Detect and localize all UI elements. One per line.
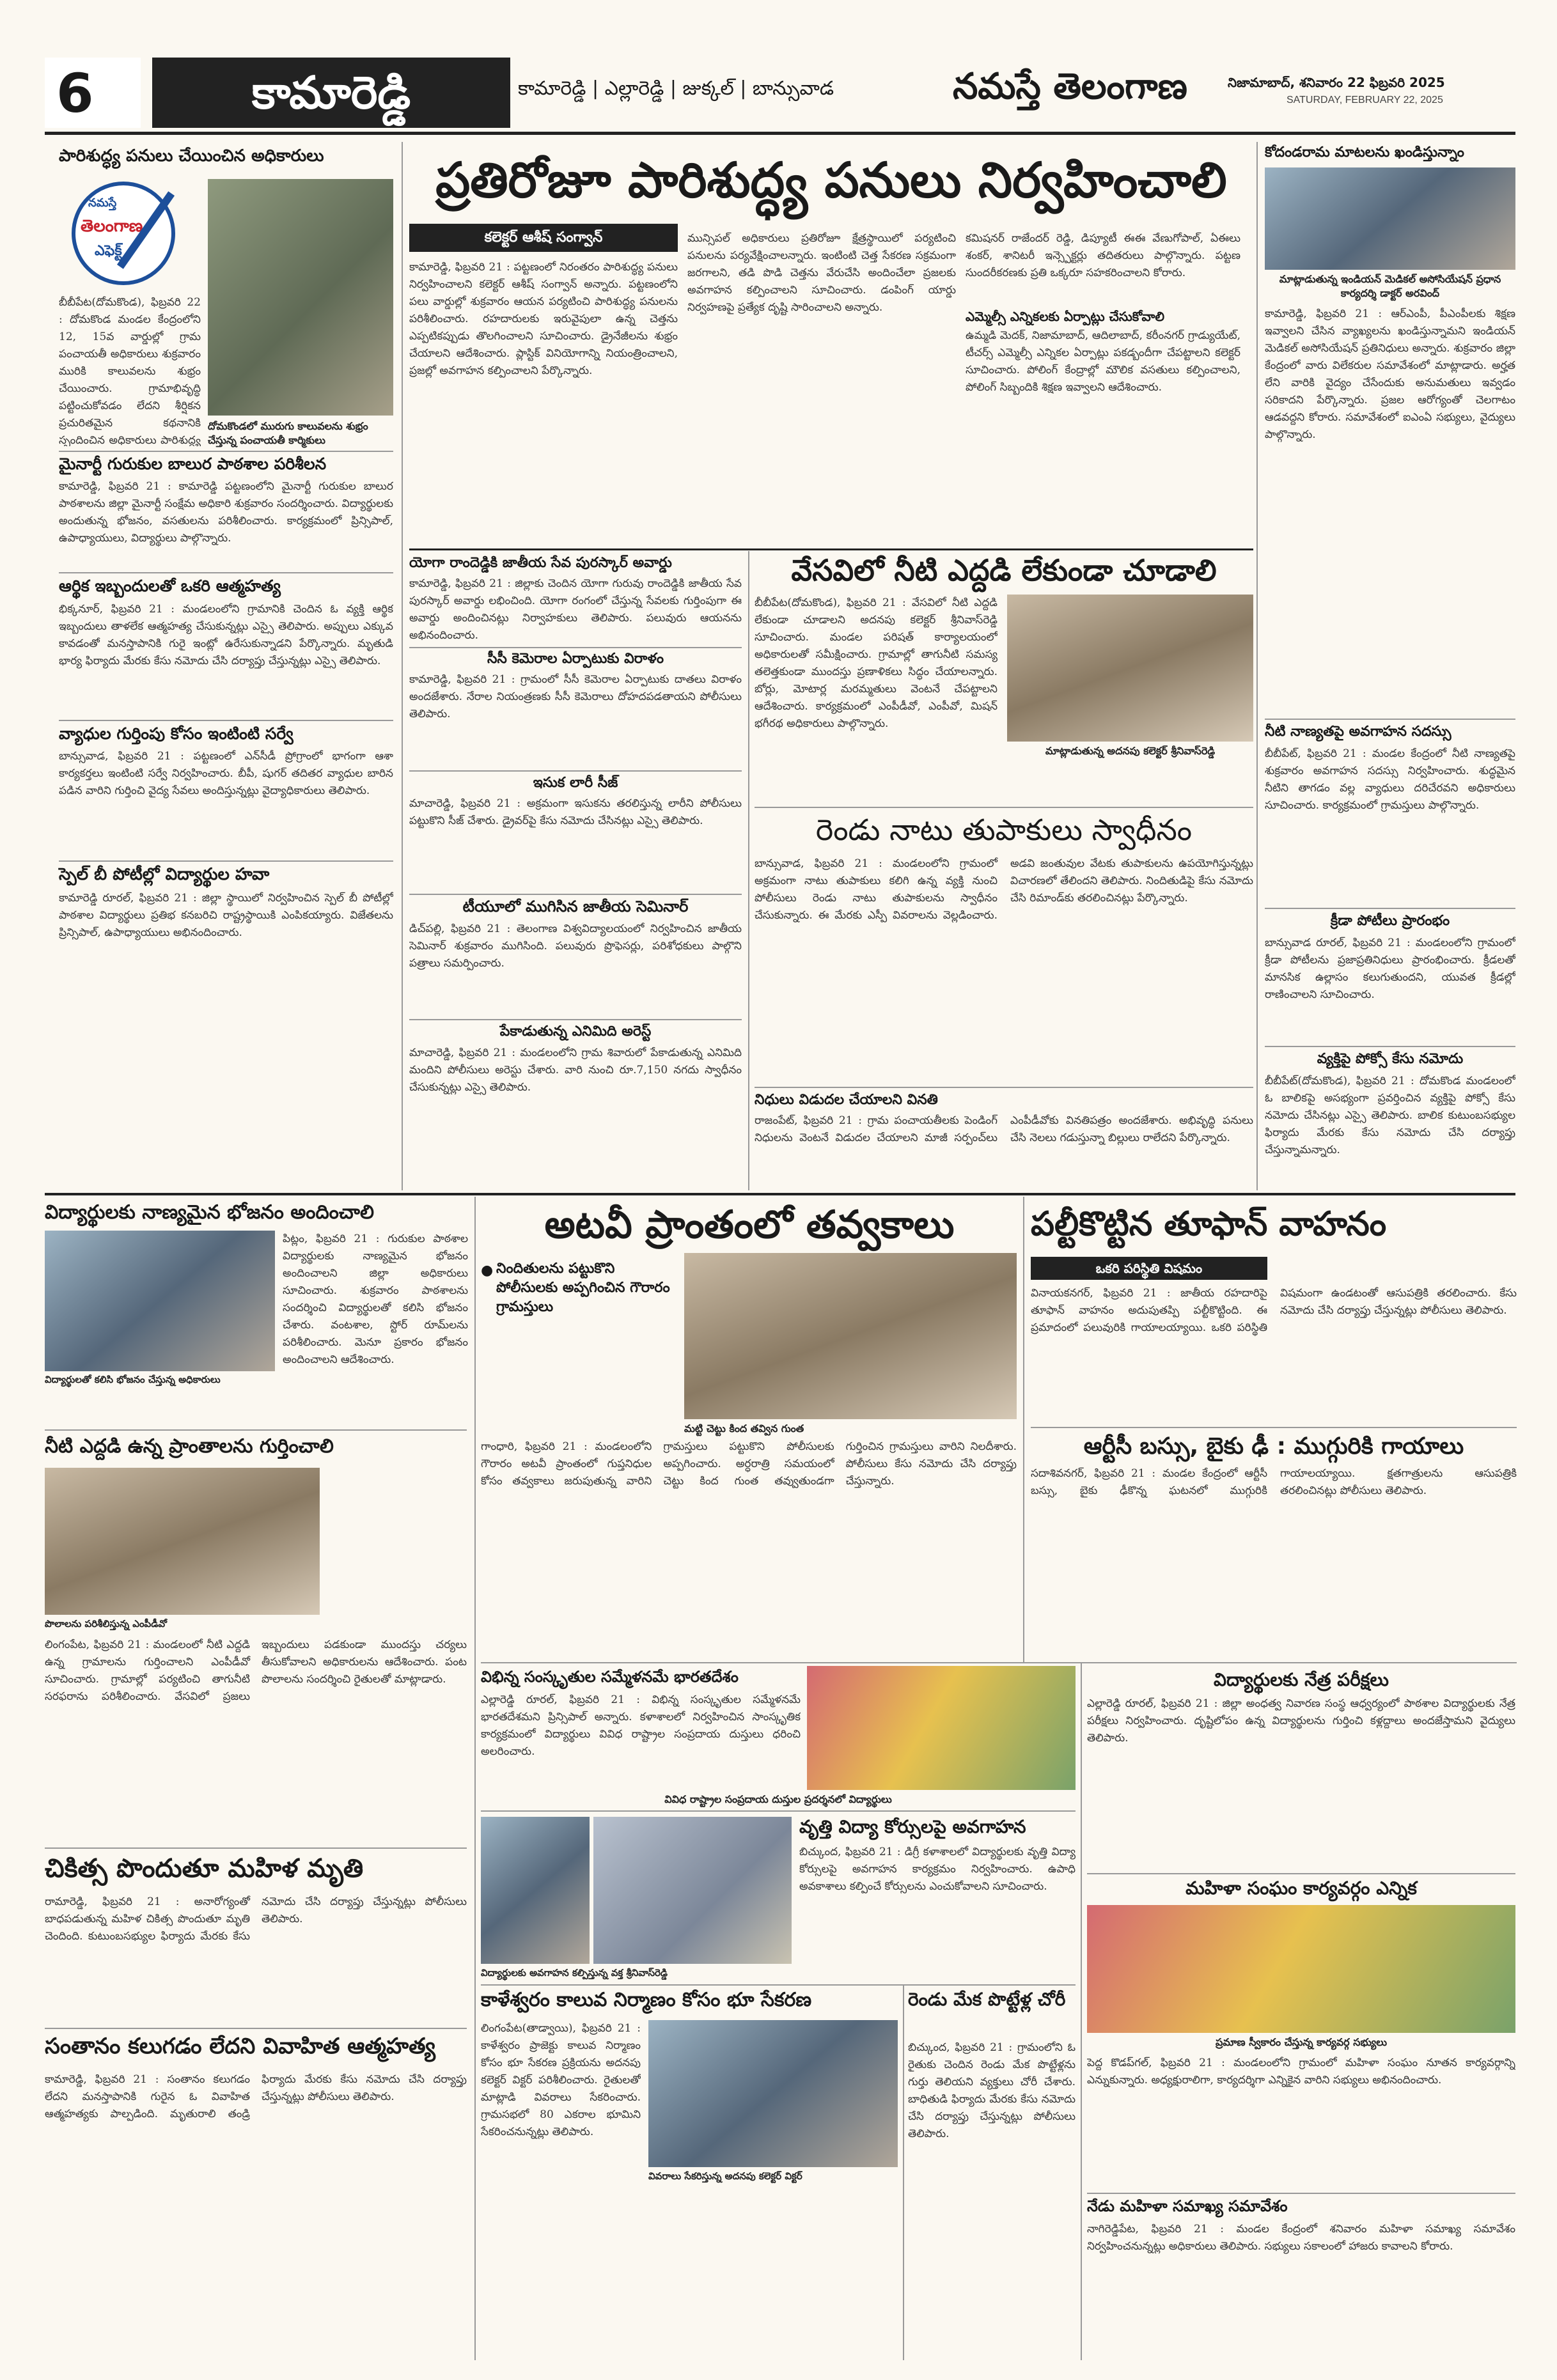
column-rule bbox=[903, 1986, 904, 2360]
e2-title: ఆర్టీసీ బస్సు, బైకు ఢీ : ముగ్గురికి గాయాలు bbox=[1083, 1433, 1464, 1459]
a3-title: ఆర్థిక ఇబ్బందులతో ఒకరి ఆత్మహత్య bbox=[59, 577, 281, 595]
logo-line1: నమస్తే bbox=[88, 196, 117, 210]
page-fold-rule bbox=[45, 1193, 1515, 1195]
date-telugu: నిజామాబాద్, శనివారం 22 ఫిబ్రవరి 2025 bbox=[1228, 75, 1445, 90]
f2-photo-right bbox=[593, 1817, 792, 1964]
f1-photo bbox=[807, 1666, 1076, 1790]
rule bbox=[1031, 1427, 1517, 1428]
n2-title: రెండు నాటు తుపాకులు స్వాధీనం bbox=[815, 813, 1193, 847]
h1-photo bbox=[648, 2020, 898, 2167]
effect-logo bbox=[59, 179, 200, 288]
n3-body: రాజంపేట్, ఫిబ్రవరి 21 : గ్రామ పంచాయతీలకు పెండింగ్ నిధులను వెంటనే విడుదల చేయాలని మాజీ సర్పంచ్‌లు ఎంపీడీవోకు వినతిపత్రం అందజేశారు. అభివృద్ధి పనులు చేసి నెలలు గడుస్తున్నా బిల్లులు రాలేదని పేర్కొన్నారు. bbox=[755, 1114, 1253, 1144]
lead-tag: కలెక్టర్ ఆశీష్ సంగ్వాన్ bbox=[409, 224, 678, 252]
c3-body: రామారెడ్డి, ఫిబ్రవరి 21 : అనారోగ్యంతో బాధపడుతున్న మహిళ చికిత్స పొందుతూ మృతి చెందింది. కుటుంబసభ్యుల ఫిర్యాదు మేరకు కేసు నమోదు చేసి దర్యాప్తు చేస్తున్నట్లు పోలీసులు తెలిపారు. bbox=[45, 1895, 467, 1943]
towns-line: కామారెడ్డి | ఎల్లారెడ్డి | జుక్కల్ | బాన్సువాడ bbox=[518, 77, 834, 100]
c1-caption: విద్యార్థులతో కలిసి భోజనం చేస్తున్న అధికారులు bbox=[45, 1374, 221, 1385]
section-title: కామారెడ్డి bbox=[152, 58, 510, 128]
c4-body: కామారెడ్డి, ఫిబ్రవరి 21 : సంతానం కలుగడం లేదని మనస్తాపానికి గురైన ఓ వివాహిత ఆత్మహత్యకు పాల్పడింది. మృతురాలి తండ్రి ఫిర్యాదు మేరకు కేసు నమోదు చేసి దర్యాప్తు చేస్తున్నట్లు పోలీసులు తెలిపారు. bbox=[45, 2073, 467, 2120]
b1-title: కోదండరామ మాటలను ఖండిస్తున్నాం bbox=[1265, 144, 1464, 160]
m3-title: ఇసుక లారీ సీజ్ bbox=[533, 775, 618, 791]
column-rule bbox=[474, 1197, 476, 2360]
m3-body: మాచారెడ్డి, ఫిబ్రవరి 21 : అక్రమంగా ఇసుకను తరలిస్తున్న లారీని పోలీసులు పట్టుకొని సీజ్ చేశారు. డ్రైవర్‌పై కేసు నమోదు చేసినట్లు ఎస్సై తెలిపారు. bbox=[409, 797, 742, 827]
m1-title: యోగా రాందెడ్డికి జాతీయ సేవ పురస్కార్ అవార్డు bbox=[409, 555, 672, 571]
masthead-rule bbox=[45, 132, 1515, 135]
n1-title: వేసవిలో నీటి ఎద్దడి లేకుండా చూడాలి bbox=[791, 553, 1217, 587]
b2-body: బీబీపేట్, ఫిబ్రవరి 21 : మండల కేంద్రంలో నీటి నాణ్యతపై శుక్రవారం అవగాహన సదస్సు నిర్వహించారు. శుద్ధమైన నీటిని తాగడం వల్ల వ్యాధులు దరిచేరవని అధికారులు సూచించారు. కార్యక్రమంలో గ్రామస్తులు పాల్గొన్నారు. bbox=[1265, 747, 1515, 812]
a1-title: పారిశుద్ధ్య పనులు చేయించిన అధికారులు bbox=[59, 146, 324, 166]
g2-caption: ప్రమాణ స్వీకారం చేస్తున్న కార్యవర్గ సభ్యులు bbox=[1215, 2036, 1388, 2048]
m4-body: డిచ్‌పల్లి, ఫిబ్రవరి 21 : తెలంగాణ విశ్వవిద్యాలయంలో నిర్వహించిన జాతీయ సెమినార్ శుక్రవారం ముగిసింది. పలువురు ప్రొఫెసర్లు, పరిశోధకులు పాల్గొని పత్రాలు సమర్పించారు. bbox=[409, 922, 742, 970]
column-rule bbox=[1023, 1197, 1024, 1663]
logo-line3: ఎఫెక్ట్ bbox=[95, 243, 122, 259]
m1-body: కామారెడ్డి, ఫిబ్రవరి 21 : జిల్లాకు చెందిన యోగా గురువు రాందెడ్డికి జాతీయ సేవ పురస్కార్ అవార్డు లభించింది. యోగా రంగంలో చేస్తున్న సేవలకు గుర్తింపుగా ఈ అవార్డు అందించినట్లు నిర్వాహకులు తెలిపారు. పలువురు ఆయనను అభినందించారు. bbox=[409, 577, 742, 642]
n1-body-continued bbox=[1007, 761, 1253, 805]
lead-body-col1: కామారెడ్డి, ఫిబ్రవరి 21 : పట్టణంలో నిరంతరం పారిశుద్ధ్య పనులు నిర్వహించాలని కలెక్టర్ ఆశీష్ సంగ్వాన్ అన్నారు. పట్టణంలోని పలు వార్డుల్లో శుక్రవారం ఆయన పర్యటించి పారిశుద్ధ్య పనులను పరిశీలించారు. రహదారులకు ఇరువైపులా ఉన్న చెత్తను ఎప్పటికప్పుడు తొలగించాలని సూచించారు. డ్రైనేజీలను శుభ్రం చేయాలని ఆదేశించారు. ప్లాస్టిక్ వినియోగాన్ని నియంత్రించాలని, ప్రజల్లో అవగాహన కల్పించాలని పేర్కొన్నారు. bbox=[409, 261, 678, 377]
h1-title: కాళేశ్వరం కాలువ నిర్మాణం కోసం భూ సేకరణ bbox=[481, 1989, 812, 2011]
rule bbox=[59, 451, 393, 452]
rule bbox=[1265, 1046, 1515, 1047]
e1-title: పల్టీకొట్టిన తూఫాన్ వాహనం bbox=[1031, 1205, 1387, 1243]
column-rule bbox=[402, 142, 403, 1190]
g3-body: నాగిరెడ్డిపేట, ఫిబ్రవరి 21 : మండల కేంద్రంలో శనివారం మహిళా సమాఖ్య సమావేశం నిర్వహించనున్నట్లు అధికారులు తెలిపారు. సభ్యులు సకాలంలో హాజరు కావాలని కోరారు. bbox=[1087, 2223, 1515, 2253]
g2-title: మహిళా సంఘం కార్యవర్గం ఎన్నిక bbox=[1185, 1878, 1417, 1899]
c2-title: నీటి ఎద్దడి ఉన్న ప్రాంతాలను గుర్తించాలి bbox=[45, 1435, 334, 1458]
paper-name: నమస్తే తెలంగాణ bbox=[953, 66, 1187, 107]
m2-title: సీసీ కెమెరాల ఏర్పాటుకు విరాళం bbox=[487, 651, 664, 667]
a1-body: బీబీపేట(దోమకొండ), ఫిబ్రవరి 22 : దోమకొండ మండల కేంద్రంలోని 12, 15వ వార్డుల్లో గ్రామ పంచాయతీ అధికారులు శుక్రవారం మురికి కాలువలను శుభ్రం చేయించారు. గ్రామాభివృద్ధి పట్టించుకోవడం లేదని శీర్షికన ప్రచురితమైన కథనానికి స్పందించిన అధికారులు పారిశుద్ధ్య bbox=[59, 296, 201, 446]
d1-photo bbox=[684, 1253, 1017, 1419]
c4-title: సంతానం కలుగడం లేదని వివాహిత ఆత్మహత్య bbox=[45, 2034, 435, 2059]
rule bbox=[481, 1810, 1076, 1812]
d1-title: అటవీ ప్రాంతంలో తవ్వకాలు bbox=[544, 1202, 955, 1247]
lead-body-col3: కమిషనర్ రాజేందర్ రెడ్డి, డిప్యూటీ ఈఈ వేణుగోపాల్, ఏఈలు శంకర్, శానిటరీ ఇన్స్పెక్టర్లు తదితరులు పాల్గొన్నారు. పట్టణ సుందరీకరణకు ప్రతి ఒక్కరూ సహకరించాలని కోరారు. bbox=[966, 232, 1240, 279]
e2-body: సదాశివనగర్, ఫిబ్రవరి 21 : మండల కేంద్రంలో ఆర్టీసీ బస్సు, బైకు ఢీకొన్న ఘటనలో ముగ్గురికి గాయాలయ్యాయి. క్షతగాత్రులను ఆసుపత్రికి తరలించినట్లు పోలీసులు తెలిపారు. bbox=[1031, 1467, 1517, 1497]
rule bbox=[59, 720, 393, 721]
h2-body: బిచ్కుంద, ఫిబ్రవరి 21 : గ్రామంలోని ఓ రైతుకు చెందిన రెండు మేక పొట్టేళ్లను గుర్తు తెలియని వ్యక్తులు చోరీ చేశారు. బాధితుడి ఫిర్యాదు మేరకు కేసు నమోదు చేసి దర్యాప్తు చేస్తున్నట్లు పోలీసులు తెలిపారు. bbox=[908, 2041, 1076, 2140]
c2-caption: పొలాలను పరిశీలిస్తున్న ఎంపీడీవో bbox=[45, 1618, 167, 1629]
e1-tag: ఒకరి పరిస్థితి విషమం bbox=[1031, 1257, 1267, 1280]
c1-photo bbox=[45, 1231, 275, 1371]
b1-body: కామారెడ్డి, ఫిబ్రవరి 21 : ఆర్‌ఎంపీ, పీఎంపీలకు శిక్షణ ఇవ్వాలని చేసిన వ్యాఖ్యలను ఖండిస్తున్నామని ఇండియన్ మెడికల్ అసోసియేషన్ ప్రతినిధులు అన్నారు. శుక్రవారం జిల్లా కేంద్రంలో వారు విలేకరుల సమావేశంలో మాట్లాడారు. అర్హత లేని వారికి వైద్యం చేసేందుకు అనుమతులు ఇవ్వడం సరికాదని పేర్కొన్నారు. ప్రజల ఆరోగ్యంతో చెలగాటం ఆడవద్దని కోరారు. సమావేశంలో ఐఎంఏ సభ్యులు, వైద్యులు పాల్గొన్నారు. bbox=[1265, 307, 1515, 441]
rule bbox=[481, 1662, 1517, 1663]
f1-caption: వివిధ రాష్ట్రాల సంప్రదాయ దుస్తుల ప్రదర్శనలో విద్యార్థులు bbox=[664, 1793, 892, 1805]
column-rule bbox=[1256, 142, 1258, 1190]
rule bbox=[409, 894, 742, 895]
f2-photo-left bbox=[481, 1817, 590, 1964]
n1-photo bbox=[1007, 595, 1253, 742]
a2-body: కామారెడ్డి, ఫిబ్రవరి 21 : కామారెడ్డి పట్టణంలోని మైనార్టీ గురుకుల బాలుర పాఠశాలను జిల్లా మైనార్టీ సంక్షేమ అధికారి శుక్రవారం సందర్శించారు. విద్యార్థులకు అందుతున్న భోజనం, వసతులను పరిశీలించారు. కార్యక్రమంలో ప్రిన్సిపాల్, ఉపాధ్యాయులు, విద్యార్థులు పాల్గొన్నారు. bbox=[59, 480, 393, 545]
c2-body: లింగంపేట, ఫిబ్రవరి 21 : మండలంలో నీటి ఎద్దడి ఉన్న గ్రామాలను గుర్తించాలని ఎంపీడీవో సూచించారు. గ్రామాల్లో పర్యటించి తాగునీటి సరఫరాను పరిశీలించారు. వేసవిలో ప్రజలు ఇబ్బందులు పడకుండా ముందస్తు చర్యలు తీసుకోవాలని అధికారులను ఆదేశించారు. పంట పొలాలను సందర్శించి రైతులతో మాట్లాడారు. bbox=[45, 1638, 467, 1703]
d1-body: గాంధారి, ఫిబ్రవరి 21 : మండలంలోని గౌరారం అటవీ ప్రాంతంలో గుప్తనిధుల కోసం తవ్వకాలు జరుపుతున్న వారిని గ్రామస్తులు పట్టుకొని పోలీసులకు అప్పగించారు. అర్ధరాత్రి సమయంలో చెట్టు కింద గుంత తవ్వుతుండగా గుర్తించిన గ్రామస్తులు వారిని నిలదీశారు. పోలీసులు కేసు నమోదు చేసి దర్యాప్తు చేస్తున్నారు. bbox=[481, 1440, 1017, 1488]
f1-body: ఎల్లారెడ్డి రూరల్, ఫిబ్రవరి 21 : విభిన్న సంస్కృతుల సమ్మేళనమే భారతదేశమని ప్రిన్సిపాల్ అన్నారు. కళాశాలలో నిర్వహించిన సాంస్కృతిక కార్యక్రమంలో విద్యార్థులు వివిధ రాష్ట్రాల సంప్రదాయ దుస్తులు ధరించి అలరించారు. bbox=[481, 1693, 801, 1758]
rule bbox=[59, 572, 393, 573]
rule bbox=[45, 1429, 467, 1431]
n1-caption: మాట్లాడుతున్న అదనపు కలెక్టర్ శ్రీనివాస్‌రెడ్డి bbox=[1045, 745, 1216, 757]
rule bbox=[755, 1087, 1253, 1088]
a2-title: మైనార్టీ గురుకుల బాలుర పాఠశాల పరిశీలన bbox=[59, 455, 327, 473]
d1-caption: మట్టి చెట్టు కింద తవ్విన గుంత bbox=[684, 1422, 804, 1435]
b3-body: బాన్సువాడ రూరల్, ఫిబ్రవరి 21 : మండలంలోని గ్రామంలో క్రీడా పోటీలను ప్రజాప్రతినిధులు ప్రారంభించారు. క్రీడలతో మానసిక ఉల్లాసం కలుగుతుందని, యువత క్రీడల్లో రాణించాలని సూచించారు. bbox=[1265, 937, 1515, 1001]
rule bbox=[409, 647, 742, 648]
m5-title: పేకాడుతున్న ఎనిమిది అరెస్ట్ bbox=[499, 1023, 652, 1039]
column-rule bbox=[748, 551, 749, 1190]
a1-caption: దోమకొండలో మురుగు కాలువలను శుభ్రం చేస్తున్న పంచాయతీ కార్మికులు bbox=[208, 420, 368, 446]
c3-title: చికిత్స పొందుతూ మహిళ మృతి bbox=[45, 1854, 364, 1883]
g1-body: ఎల్లారెడ్డి రూరల్, ఫిబ్రవరి 21 : జిల్లా అంధత్వ నివారణ సంస్థ ఆధ్వర్యంలో పాఠశాల విద్యార్థులకు నేత్ర పరీక్షలు నిర్వహించారు. దృష్టిలోపం ఉన్న విద్యార్థులను గుర్తించి కళ్లద్దాలు అందజేస్తామని వైద్యులు తెలిపారు. bbox=[1087, 1697, 1515, 1745]
f2-caption: విద్యార్థులకు అవగాహన కల్పిస్తున్న వక్త శ్రీనివాస్‌రెడ్డి bbox=[481, 1967, 668, 1979]
n2-body: బాన్సువాడ, ఫిబ్రవరి 21 : మండలంలోని గ్రామంలో అక్రమంగా నాటు తుపాకులు కలిగి ఉన్న వ్యక్తి నుంచి పోలీసులు రెండు నాటు తుపాకులను స్వాధీనం చేసుకున్నారు. ఈ మేరకు ఎస్పీ వివరాలను వెల్లడించారు. అడవి జంతువుల వేటకు తుపాకులను ఉపయోగిస్తున్నట్లు విచారణలో తేలిందని తెలిపారు. నిందితుడిపై కేసు నమోదు చేసి రిమాండ్‌కు తరలించినట్లు పేర్కొన్నారు. bbox=[755, 857, 1253, 922]
a1-photo bbox=[208, 179, 393, 416]
h1-body: లింగంపేట(తాడ్వాయి), ఫిబ్రవరి 21 : కాళేశ్వరం ప్రాజెక్టు కాలువ నిర్మాణం కోసం భూ సేకరణ ప్రక్రియను అదనపు కలెక్టర్ విక్టర్ పరిశీలించారు. రైతులతో మాట్లాడి వివరాలు సేకరించారు. గ్రామసభలో 80 ఎకరాల భూమిని సేకరించనున్నట్లు తెలిపారు. bbox=[481, 2022, 641, 2138]
n3-title: నిధులు విడుదల చేయాలని వినతి bbox=[755, 1092, 938, 1108]
a4-title: వ్యాధుల గుర్తింపు కోసం ఇంటింటి సర్వే bbox=[59, 724, 293, 743]
b3-title: క్రీడా పోటీలు ప్రారంభం bbox=[1330, 913, 1450, 929]
f2-title: వృత్తి విద్యా కోర్సులపై అవగాహన bbox=[799, 1816, 1026, 1837]
a5-title: స్పెల్ బీ పోటీల్లో విద్యార్థుల హవా bbox=[59, 865, 270, 884]
page-number: 6 bbox=[56, 62, 94, 125]
f1-title: విభిన్న సంస్కృతుల సమ్మేళనమే భారతదేశం bbox=[481, 1668, 739, 1686]
g3-title: నేడు మహిళా సమాఖ్య సమావేశం bbox=[1087, 2197, 1288, 2215]
rule bbox=[409, 1019, 742, 1020]
c1-body: పిట్లం, ఫిబ్రవరి 21 : గురుకుల పాఠశాల విద్యార్థులకు నాణ్యమైన భోజనం అందించాలని జిల్లా అధికారులు సూచించారు. శుక్రవారం పాఠశాలను సందర్శించి విద్యార్థులతో కలిసి భోజనం చేశారు. వంటశాల, స్టోర్ రూమ్‌లను పరిశీలించారు. మెనూ ప్రకారం భోజనం అందించాలని ఆదేశించారు. bbox=[283, 1233, 468, 1366]
h2-title: రెండు మేక పొట్టేళ్ల చోరీ bbox=[908, 1989, 1066, 2010]
m2-body: కామారెడ్డి, ఫిబ్రవరి 21 : గ్రామంలో సీసీ కెమెరాల ఏర్పాటుకు దాతలు విరాళం అందజేశారు. నేరాల నియంత్రణకు సీసీ కెమెరాలు దోహదపడతాయని పోలీసులు తెలిపారు. bbox=[409, 673, 742, 720]
column-rule bbox=[1081, 1663, 1082, 2360]
rule bbox=[59, 860, 393, 862]
d1-bullet-icon: ● bbox=[481, 1263, 494, 1279]
lead-headline: ప్రతిరోజూ పారిశుద్ధ్య పనులు నిర్వహించాలి bbox=[435, 152, 1227, 208]
d1-bullet: నిందితులను పట్టుకొని పోలీసులకు అప్పగించిన గౌరారం గ్రామస్తులు bbox=[496, 1261, 670, 1315]
rule bbox=[409, 548, 1253, 550]
rule bbox=[1265, 719, 1515, 720]
b2-title: నీటి నాణ్యతపై అవగాహన సదస్సు bbox=[1265, 724, 1451, 740]
f2-body: బిచ్కుంద, ఫిబ్రవరి 21 : డిగ్రీ కళాశాలలో విద్యార్థులకు వృత్తి విద్యా కోర్సులపై అవగాహన కార్యక్రమం నిర్వహించారు. ఉపాధి అవకాశాలు కల్పించే కోర్సులను ఎంచుకోవాలని సూచించారు. bbox=[799, 1846, 1076, 1893]
g2-photo bbox=[1087, 1905, 1515, 2033]
h1-body-continued bbox=[648, 2186, 898, 2353]
rule bbox=[755, 807, 1253, 808]
b1-photo bbox=[1265, 167, 1515, 270]
a3-body: భిక్కనూర్, ఫిబ్రవరి 21 : మండలంలోని గ్రామానికి చెందిన ఓ వ్యక్తి ఆర్థిక ఇబ్బందులు తాళలేక ఆత్మహత్య చేసుకున్నట్లు ఎస్సై తెలిపారు. అప్పులు ఎక్కువ కావడంతో మనస్తాపానికి గురై ఇంట్లో ఉరేసుకున్నాడని పేర్కొన్నారు. మృతుడి భార్య ఫిర్యాదు మేరకు కేసు నమోదు చేసి దర్యాప్తు చేస్తున్నట్లు ఎస్సై తెలిపారు. bbox=[59, 603, 393, 667]
lead-body-col2: మున్సిపల్ అధికారులు ప్రతిరోజూ క్షేత్రస్థాయిలో పర్యటించి పనులను పర్యవేక్షించాలన్నారు. ఇంటింటి చెత్త సేకరణ సక్రమంగా జరగాలని, తడి పొడి చెత్తను వేరుచేసి అందించేలా ప్రజలకు అవగాహన కల్పించాలని సూచించారు. డంపింగ్ యార్డు నిర్వహణపై ప్రత్యేక దృష్టి సారించాలని అన్నారు. bbox=[687, 232, 956, 314]
n1-body: బీబీపేట(దోమకొండ), ఫిబ్రవరి 21 : వేసవిలో నీటి ఎద్దడి లేకుండా చూడాలని అదనపు కలెక్టర్ శ్రీనివాస్‌రెడ్డి సూచించారు. మండల పరిషత్ కార్యాలయంలో అధికారులతో సమీక్షించారు. గ్రామాల్లో తాగునీటి సమస్య తలెత్తకుండా ముందస్తు ప్రణాళికలు సిద్ధం చేయాలన్నారు. బోర్లు, మోటార్ల మరమ్మతులు వెంటనే చేపట్టాలని ఆదేశించారు. కార్యక్రమంలో ఎంపీడీవో, ఎంపీవో, మిషన్ భగీరథ అధికారులు పాల్గొన్నారు. bbox=[755, 596, 998, 730]
rule bbox=[481, 1984, 1076, 1986]
rule bbox=[1087, 1873, 1515, 1874]
b4-body: బీబీపేట్(దోమకొండ), ఫిబ్రవరి 21 : దోమకొండ మండలంలో ఓ బాలికపై అసభ్యంగా ప్రవర్తించిన వ్యక్తిపై పోక్సో కేసు నమోదు చేసినట్లు ఎస్సై తెలిపారు. బాలిక కుటుంబసభ్యుల ఫిర్యాదు మేరకు కేసు నమోదు చేసి దర్యాప్తు చేస్తున్నామన్నారు. bbox=[1265, 1075, 1515, 1156]
b4-title: వ్యక్తిపై పోక్సో కేసు నమోదు bbox=[1317, 1051, 1464, 1067]
a4-body: బాన్సువాడ, ఫిబ్రవరి 21 : పట్టణంలో ఎన్‌సీడీ ప్రోగ్రాంలో భాగంగా ఆశా కార్యకర్తలు ఇంటింటి సర్వే నిర్వహించారు. బీపీ, షుగర్ తదితర వ్యాధుల బారిన పడిన వారిని గుర్తించి వైద్య సేవలు అందిస్తున్నట్లు వైద్యాధికారులు తెలిపారు. bbox=[59, 750, 393, 797]
m5-body: మాచారెడ్డి, ఫిబ్రవరి 21 : మండలంలోని గ్రామ శివారులో పేకాడుతున్న ఎనిమిది మందిని పోలీసులు అరెస్టు చేశారు. వారి నుంచి రూ.7,150 నగదు స్వాధీనం చేసుకున్నట్లు ఎస్సై తెలిపారు. bbox=[409, 1046, 742, 1094]
rule bbox=[45, 1847, 467, 1849]
a5-body: కామారెడ్డి రూరల్, ఫిబ్రవరి 21 : జిల్లా స్థాయిలో నిర్వహించిన స్పెల్ బీ పోటీల్లో పాఠశాల విద్యార్థులు ప్రతిభ కనబరిచి రాష్ట్రస్థాయికి ఎంపికయ్యారు. విజేతలను ప్రిన్సిపాల్, ఉపాధ్యాయులు అభినందించారు. bbox=[59, 892, 393, 939]
rule bbox=[409, 770, 742, 772]
g2-body: పెద్ద కొడప్‌గల్, ఫిబ్రవరి 21 : మండలంలోని గ్రామంలో మహిళా సంఘం నూతన కార్యవర్గాన్ని ఎన్నుకున్నారు. అధ్యక్షురాలిగా, కార్యదర్శిగా ఎన్నికైన వారిని సభ్యులు అభినందించారు. bbox=[1087, 2057, 1515, 2087]
rule bbox=[1087, 2193, 1515, 2194]
c2-photo bbox=[45, 1468, 320, 1615]
g1-title: విద్యార్థులకు నేత్ర పరీక్షలు bbox=[1214, 1669, 1389, 1690]
b1-caption: మాట్లాడుతున్న ఇండియన్ మెడికల్ అసోసియేషన్ ప్రధాన కార్యదర్శి డాక్టర్ అరవింద్ bbox=[1279, 273, 1501, 299]
lead-sub-body: ఉమ్మడి మెదక్, నిజామాబాద్, ఆదిలాబాద్, కరీంనగర్ గ్రాడ్యుయేట్, టీచర్స్ ఎమ్మెల్సీ ఎన్నికల ఏర్పాట్లు పకడ్బందీగా చేపట్టాలని కలెక్టర్ సూచించారు. పోలింగ్ కేంద్రాల్లో మౌలిక వసతులు కల్పించాలని, పోలింగ్ సిబ్బందికి శిక్షణ ఇవ్వాలని ఆదేశించారు. bbox=[966, 329, 1240, 394]
logo-line2: తెలంగాణ bbox=[81, 217, 143, 236]
rule bbox=[45, 2028, 467, 2029]
m4-title: టీయూలో ముగిసిన జాతీయ సెమినార్ bbox=[462, 898, 689, 915]
c1-title: విద్యార్థులకు నాణ్యమైన భోజనం అందించాలి bbox=[45, 1201, 374, 1224]
rule bbox=[1265, 908, 1515, 909]
e1-body: వినాయకనగర్, ఫిబ్రవరి 21 : జాతీయ రహదారిపై తూఫాన్ వాహనం అదుపుతప్పి పల్టీకొట్టింది. ఈ ప్రమాదంలో పలువురికి గాయాలయ్యాయి. ఒకరి పరిస్థితి విషమంగా ఉండటంతో ఆసుపత్రికి తరలించారు. కేసు నమోదు చేసి దర్యాప్తు చేస్తున్నట్లు పోలీసులు తెలిపారు. bbox=[1031, 1287, 1517, 1334]
h1-caption: వివరాలు సేకరిస్తున్న అదనపు కలెక్టర్ విక్టర్ bbox=[648, 2170, 802, 2182]
date-english: SATURDAY, FEBRUARY 22, 2025 bbox=[1287, 95, 1443, 105]
lead-sub-title: ఎమ్మెల్సీ ఎన్నికలకు ఏర్పాట్లు చేసుకోవాలి bbox=[966, 309, 1165, 324]
